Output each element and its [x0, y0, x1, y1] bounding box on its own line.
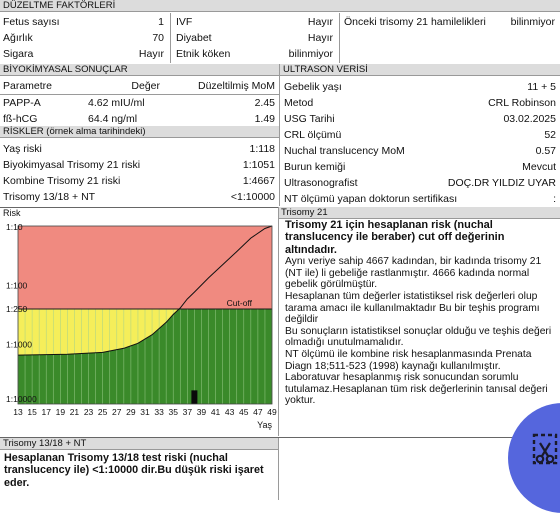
- risk-value: <1:10000: [230, 191, 275, 203]
- x-tick-label: 33: [154, 407, 164, 417]
- x-tick-label: 45: [239, 407, 249, 417]
- scissors-icon: [532, 433, 560, 469]
- biochem-value: 4.62 mIU/ml: [88, 97, 145, 109]
- x-tick-label: 23: [83, 407, 94, 417]
- ultrasound-label: Nuchal translucency MoM: [284, 145, 405, 157]
- risk-label: Biyokimyasal Trisomy 21 riski: [3, 159, 141, 171]
- section-header-riskler: RİSKLER (örnek alma tarihindeki): [0, 126, 279, 138]
- divider: [339, 13, 340, 63]
- etnik-value: bilinmiyor: [288, 48, 333, 60]
- divider: [170, 13, 171, 63]
- x-tick-label: 47: [253, 407, 263, 417]
- x-tick-label: 37: [182, 407, 193, 417]
- section-header-biyokimya: BİYOKİMYASAL SONUÇLAR: [0, 64, 279, 76]
- diyabet-value: Hayır: [307, 32, 333, 44]
- explanation-paragraph: Aynı veriye sahip 4667 kadından, bir kadında trisomy 21 (NT ile) li gebeliğe rastlanmıştır. 4666 kadında normal gebelik görülmüştür.: [285, 256, 542, 291]
- high-risk-zone: [18, 226, 272, 309]
- ivf-value: Hayır: [307, 16, 333, 28]
- risk-label: Kombine Trisomy 21 riski: [3, 175, 121, 187]
- y-tick-label: 1:250: [6, 303, 28, 314]
- x-axis-title: Yaş: [257, 420, 272, 430]
- ultrasound-label: Gebelik yaşı: [284, 81, 342, 93]
- onceki-label: Önceki trisomy 21 hamilelikleri: [344, 16, 486, 28]
- ultrasound-value: :: [553, 193, 556, 205]
- col-deger: Değer: [131, 80, 160, 92]
- fetus-label: Fetus sayısı: [3, 16, 60, 28]
- x-tick-label: 17: [41, 407, 51, 417]
- risk-value: 1:4667: [242, 175, 275, 187]
- y-tick-label: 1:100: [6, 280, 28, 291]
- x-tick-label: 19: [55, 407, 66, 417]
- x-tick-label: 35: [168, 407, 178, 417]
- col-parametre: Parametre: [3, 80, 53, 92]
- ultrasound-value: 03.02.2025: [503, 113, 556, 125]
- section-header-trisomy1318: Trisomy 13/18 + NT: [0, 438, 278, 450]
- x-tick-label: 43: [224, 407, 235, 417]
- x-tick-label: 15: [27, 407, 37, 417]
- x-tick-label: 41: [210, 407, 221, 417]
- y-tick-label: 1:10: [6, 222, 23, 232]
- explanation-paragraph: Bu sonuçların istatistiksel sonuçlar olduğu ve teşhis değeri olmadığı unutulmamalıdır.: [285, 325, 552, 349]
- trisomy1318-summary: Hesaplanan Trisomy 13/18 test riski (nuchal translucency ile) <1:10000 dir.Bu düşük riski işaret eder.: [4, 452, 264, 489]
- risk-value: 1:118: [249, 143, 275, 155]
- risk-chart: [0, 208, 278, 436]
- x-tick-label: 27: [112, 407, 122, 417]
- cutoff-label: Cut-off: [226, 297, 252, 308]
- section-header-trisomy21: Trisomy 21: [278, 207, 560, 219]
- fetus-value: 1: [158, 16, 164, 28]
- ultrasound-value: 0.57: [535, 145, 556, 157]
- biochem-name: fß-hCG: [3, 113, 38, 125]
- ultrasound-label: Burun kemiği: [284, 161, 346, 173]
- section-header-ultrason: ULTRASON VERİSİ: [280, 64, 560, 76]
- x-tick-label: 21: [69, 407, 80, 417]
- x-tick-label: 13: [13, 407, 23, 417]
- patient-marker: [191, 390, 197, 404]
- explanation-paragraph: Hesaplanan tüm değerler istatistiksel risk değerleri olup tarama amacı ile kullanılmaktadır Bu bir teşhis programı değildir: [285, 291, 540, 326]
- x-tick-label: 31: [140, 407, 150, 417]
- ultrasound-value: Mevcut: [522, 161, 556, 173]
- risk-label: Trisomy 13/18 + NT: [3, 191, 96, 203]
- explanation-paragraph: NT ölçümü ile kombine risk hesaplanmasında Prenata Diagn 18;511-523 (1998) kaynağı kullanılmıştır.: [285, 348, 532, 372]
- agirlik-label: Ağırlık: [3, 32, 33, 44]
- etnik-label: Etnik köken: [176, 48, 231, 60]
- divider: [278, 207, 279, 436]
- sigara-value: Hayır: [138, 48, 164, 60]
- x-tick-label: 39: [196, 407, 207, 417]
- x-tick-label: 29: [126, 407, 136, 417]
- floating-action-button[interactable]: [508, 403, 560, 513]
- ultrasound-value: DOÇ.DR YILDIZ UYAR: [447, 177, 556, 189]
- ultrasound-label: Metod: [284, 97, 314, 109]
- section-header-duzeltme: DÜZELTME FAKTÖRLERİ: [0, 0, 560, 12]
- ultrasound-value: 11 + 5: [527, 81, 556, 93]
- divider: [279, 64, 280, 206]
- x-tick-label: 49: [267, 407, 277, 417]
- biochem-mom: 2.45: [254, 97, 275, 109]
- ultrasound-value: CRL Robinson: [488, 97, 556, 109]
- trisomy21-explanation: [285, 219, 557, 407]
- trisomy21-summary: Trisomy 21 için hesaplanan risk (nuchal translucency ile beraber) cut off değerinin altındadır.: [285, 219, 505, 256]
- ultrasound-label: Ultrasonografist: [284, 177, 358, 189]
- ultrasound-label: USG Tarihi: [284, 113, 335, 125]
- biochem-mom: 1.49: [254, 113, 275, 125]
- biochem-name: PAPP-A: [3, 97, 41, 109]
- divider: [278, 438, 279, 500]
- ultrasound-value: 52: [544, 129, 556, 141]
- sigara-label: Sigara: [3, 48, 34, 60]
- ivf-label: IVF: [176, 16, 193, 28]
- explanation-paragraph: Laboratuvar hesaplanmış risk sonucundan sorumlu tutulamaz.Hesaplanan tüm risk değerlerinin tanısal değeri yoktur.: [285, 372, 548, 407]
- biochem-value: 64.4 ng/ml: [88, 113, 138, 125]
- x-tick-label: 25: [97, 407, 108, 417]
- y-tick-label: 1:10000: [6, 394, 37, 404]
- col-mom: Düzeltilmiş MoM: [197, 80, 275, 92]
- agirlik-value: 70: [152, 32, 164, 44]
- risk-label: Yaş riski: [3, 143, 42, 155]
- ultrasound-label: NT ölçümü yapan doktorun sertifikası: [284, 193, 458, 205]
- diyabet-label: Diyabet: [176, 32, 212, 44]
- risk-value: 1:1051: [242, 159, 275, 171]
- onceki-value: bilinmiyor: [510, 16, 555, 28]
- ultrasound-label: CRL ölçümü: [284, 129, 342, 141]
- y-axis-title: Risk: [3, 208, 21, 218]
- y-tick-label: 1:1000: [6, 339, 32, 350]
